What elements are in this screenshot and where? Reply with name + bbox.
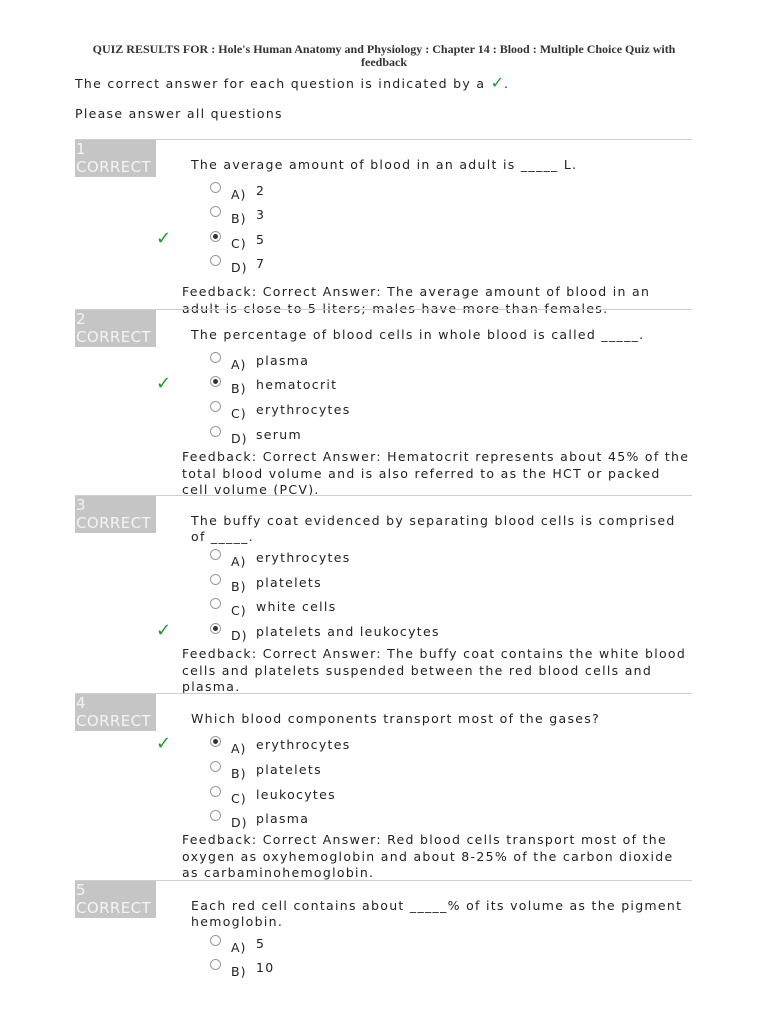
answer-radio[interactable]: [210, 206, 221, 217]
answer-radio[interactable]: [210, 810, 221, 821]
question-status-badge: [75, 310, 156, 347]
answer-radio[interactable]: [210, 598, 221, 609]
instruction-line: [75, 73, 509, 92]
question-status-badge: [75, 881, 156, 918]
answer-letter: B): [231, 964, 247, 979]
answer-option[interactable]: [75, 373, 575, 402]
answer-feedback: Feedback: Correct Answer: Red blood cells transport most of the oxygen as oxyhemoglobin and about 8-25% of the carbon dioxide as carbaminohemoglobin.: [182, 832, 674, 880]
answer-text: 3: [256, 207, 266, 222]
answer-letter: D): [231, 815, 248, 830]
question-block: [75, 139, 692, 316]
question-status: CORRECT: [76, 328, 152, 346]
question-block: [75, 693, 692, 881]
answer-option[interactable]: [75, 961, 575, 985]
answer-letter: C): [231, 791, 247, 806]
question-number: 1: [76, 140, 86, 158]
answer-radio[interactable]: [210, 376, 221, 387]
answer-letter: B): [231, 579, 247, 594]
question-number: 5: [76, 881, 86, 899]
answer-option[interactable]: [75, 403, 575, 427]
answer-radio[interactable]: [210, 255, 221, 266]
answer-radio[interactable]: [210, 426, 221, 437]
answer-letter: D): [231, 431, 248, 446]
answer-feedback: Feedback: Correct Answer: The average amount of blood in an adult is close to 5 liters; males have more than females.: [182, 284, 651, 316]
answer-option[interactable]: [75, 733, 575, 762]
question-number: 4: [76, 694, 86, 712]
answer-radio[interactable]: [210, 182, 221, 193]
correct-check-icon: ✓: [156, 373, 172, 394]
answer-option[interactable]: [75, 184, 575, 208]
answer-letter: A): [231, 554, 247, 569]
question-status: CORRECT: [76, 899, 152, 917]
answer-text: erythrocytes: [256, 402, 351, 417]
answer-radio[interactable]: [210, 736, 221, 747]
answer-radio[interactable]: [210, 549, 221, 560]
answer-letter: A): [231, 187, 247, 202]
answer-option[interactable]: [75, 551, 575, 575]
question-status-badge: [75, 140, 156, 177]
answer-option[interactable]: [75, 763, 575, 787]
correct-check-icon: ✓: [156, 228, 172, 249]
answer-option[interactable]: [75, 208, 575, 232]
question-block: [75, 880, 692, 1031]
answer-text: platelets: [256, 762, 322, 777]
question-block: [75, 309, 692, 496]
question-text: Which blood components transport most of the gases?: [191, 711, 601, 726]
answer-text: plasma: [256, 353, 310, 368]
answer-letter: A): [231, 741, 247, 756]
answer-radio[interactable]: [210, 786, 221, 797]
instruction-text: The correct answer for each question is indicated by a: [75, 76, 486, 91]
answer-text: hematocrit: [256, 377, 338, 392]
answer-radio[interactable]: [210, 761, 221, 772]
answer-text: erythrocytes: [256, 737, 351, 752]
question-status: CORRECT: [76, 514, 152, 532]
answer-text: serum: [256, 427, 302, 442]
answer-text: 2: [256, 183, 266, 198]
answer-option[interactable]: [75, 937, 575, 961]
question-text: The percentage of blood cells in whole blood is called _____.: [191, 327, 645, 342]
checkmark-icon: ✓: [490, 73, 504, 92]
answer-feedback: Feedback: Correct Answer: Hematocrit represents about 45% of the total blood volume and is also referred to as the HCT or packed cell volume (PCV).: [182, 449, 690, 497]
answer-letter: C): [231, 603, 247, 618]
answer-letter: A): [231, 940, 247, 955]
answer-letter: B): [231, 766, 247, 781]
answer-radio[interactable]: [210, 352, 221, 363]
question-number: 3: [76, 496, 86, 514]
answer-letter: C): [231, 236, 247, 251]
answer-text: leukocytes: [256, 787, 336, 802]
question-status: CORRECT: [76, 158, 152, 176]
answer-radio[interactable]: [210, 623, 221, 634]
answer-letter: B): [231, 381, 247, 396]
answer-text: 10: [256, 960, 275, 975]
answer-text: 7: [256, 256, 266, 271]
answer-text: platelets and leukocytes: [256, 624, 440, 639]
answer-option[interactable]: [75, 788, 575, 812]
answer-text: erythrocytes: [256, 550, 351, 565]
answer-text: 5: [256, 936, 266, 951]
answer-option[interactable]: [75, 257, 575, 281]
answer-letter: D): [231, 628, 248, 643]
correct-check-icon: ✓: [156, 733, 172, 754]
instruction-note: Please answer all questions: [75, 106, 283, 121]
answer-radio[interactable]: [210, 574, 221, 585]
answer-radio[interactable]: [210, 401, 221, 412]
page-title: QUIZ RESULTS FOR : Hole's Human Anatomy and Physiology : Chapter 14 : Blood : Multiple Choice Quiz with feedback: [92, 42, 676, 69]
question-status: CORRECT: [76, 712, 152, 730]
answer-feedback: Feedback: Correct Answer: The buffy coat contains the white blood cells and platelets suspended between the red blood cells and plasma.: [182, 646, 687, 694]
answer-text: plasma: [256, 811, 310, 826]
answer-text: white cells: [256, 599, 337, 614]
question-status-badge: [75, 694, 156, 731]
answer-option[interactable]: [75, 354, 575, 378]
question-block: [75, 495, 692, 694]
answer-letter: B): [231, 211, 247, 226]
question-status-badge: [75, 496, 156, 533]
question-text: Each red cell contains about _____% of its volume as the pigment hemoglobin.: [191, 898, 683, 929]
answer-radio[interactable]: [210, 959, 221, 970]
answer-radio[interactable]: [210, 231, 221, 242]
question-text: The average amount of blood in an adult is _____ L.: [191, 157, 578, 172]
correct-check-icon: ✓: [156, 620, 172, 641]
answer-radio[interactable]: [210, 935, 221, 946]
answer-letter: C): [231, 406, 247, 421]
answer-option[interactable]: [75, 576, 575, 600]
answer-text: 5: [256, 232, 266, 247]
question-number: 2: [76, 310, 86, 328]
answer-text: platelets: [256, 575, 322, 590]
answer-option[interactable]: [75, 600, 575, 624]
instruction-period: .: [504, 76, 510, 91]
question-text: The buffy coat evidenced by separating blood cells is comprised of _____.: [191, 513, 676, 544]
answer-letter: A): [231, 357, 247, 372]
answer-option[interactable]: [75, 228, 575, 257]
answer-letter: D): [231, 260, 248, 275]
